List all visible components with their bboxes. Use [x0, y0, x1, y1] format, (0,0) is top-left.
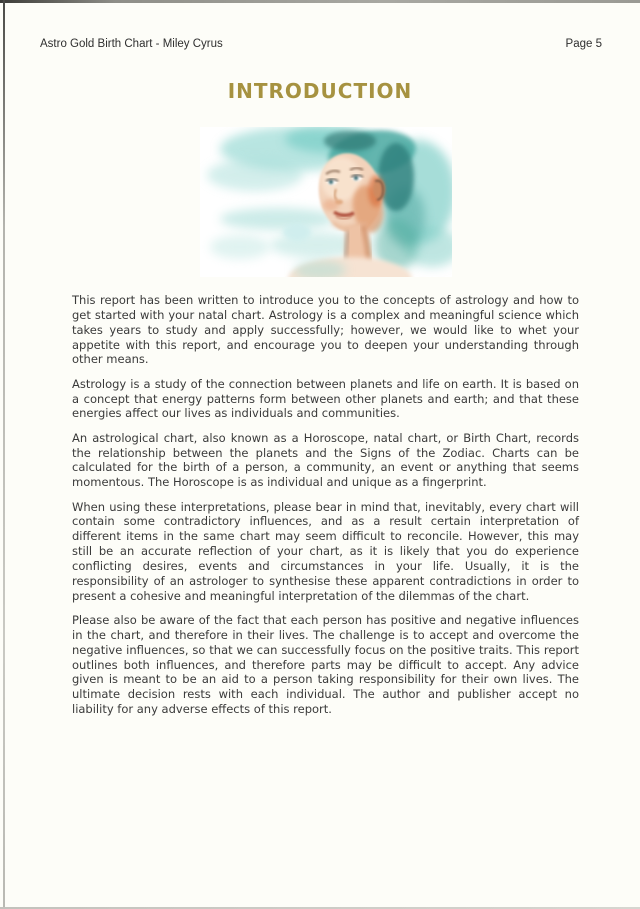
body-paragraph: An astrological chart, also known as a Horoscope, natal chart, or Birth Chart, records the relationship between the planets and the Signs of the Zodiac. Charts can be calculated for the birth of a person, a community, an event or anything that seems momentous. The Horoscope is as individual and unique as a fingerprint.	[72, 430, 579, 490]
body-paragraph: This report has been written to introduce you to the concepts of astrology and how to get started with your natal chart. Astrology is a complex and meaningful science which takes years to study and apply successfully; however, we would like to whet your appetite with this report, and encourage you to deepen your understanding through other means.	[72, 293, 579, 367]
page-header	[40, 38, 602, 50]
header-document-title: Astro Gold Birth Chart - Miley Cyrus	[40, 38, 223, 50]
body-text	[72, 293, 579, 717]
watercolor-woman-illustration	[200, 127, 452, 277]
body-paragraph: Astrology is a study of the connection between planets and life on earth. It is based on a concept that energy patterns form between other planets and earth; and that these energies affect our lives as individuals and communities.	[72, 376, 579, 421]
portrait-image	[200, 127, 452, 277]
body-paragraph: Please also be aware of the fact that each person has positive and negative influences in the chart, and therefore in their lives. The challenge is to accept and overcome the negative influences, so that we can successfully focus on the positive traits. This report outlines both influences, and therefore parts may be difficult to accept. Any advice given is meant to be an aid to a person taking responsibility for their own lives. The ultimate decision rests with each individual. The author and publisher accept no liability for any adverse effects of this report.	[72, 613, 579, 717]
section-title: INTRODUCTION	[227, 79, 413, 103]
body-paragraph: When using these interpretations, please bear in mind that, inevitably, every chart will contain some contradictory influences, and as a result certain interpretation of different items in the same chart may seem difficult to reconcile. However, this may still be an accurate reflection of your chart, as it is likely that you do experience conflicting desires, events and circumstances in your life. Usually, it is the responsibility of an astrologer to synthesise these apparent contradictions in order to present a cohesive and meaningful interpretation of the dilemmas of the chart.	[72, 499, 579, 603]
header-page-number: Page 5	[565, 38, 602, 50]
page-left-edge	[3, 0, 5, 909]
page-top-edge	[0, 0, 640, 3]
